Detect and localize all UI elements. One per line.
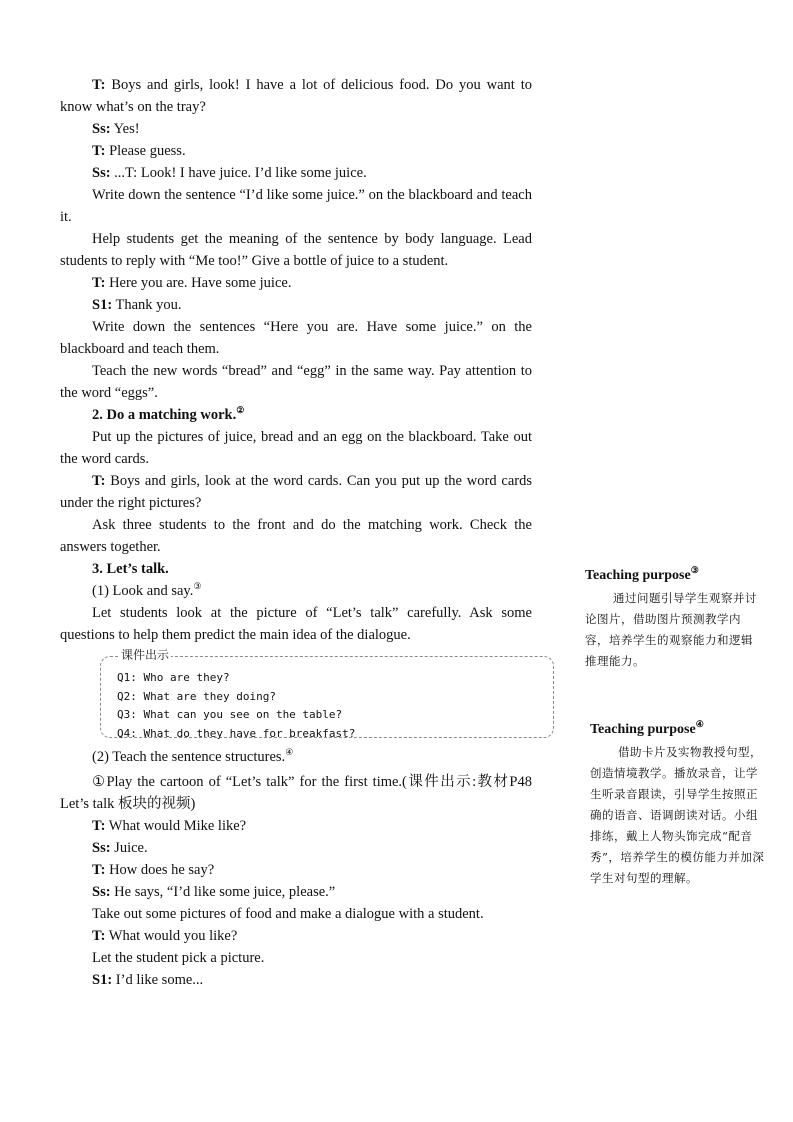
lesson-body bbox=[60, 74, 532, 991]
paragraph bbox=[60, 470, 532, 514]
paragraph bbox=[60, 881, 532, 903]
speaker-label: S1: bbox=[92, 297, 113, 313]
speaker-label: T: bbox=[92, 275, 106, 291]
paragraph bbox=[60, 746, 532, 768]
paragraph bbox=[60, 837, 532, 859]
paragraph bbox=[60, 815, 532, 837]
paragraph bbox=[60, 925, 532, 947]
footnote-mark: ④ bbox=[285, 747, 294, 757]
paragraph-text: Juice. bbox=[110, 840, 148, 856]
paragraph: Write down the sentences “Here you are. Have some juice.” on the blackboard and teach them. bbox=[60, 319, 532, 357]
paragraph: Take out some pictures of food and make a dialogue with a student. bbox=[92, 906, 484, 922]
speaker-label: T: bbox=[92, 143, 106, 159]
paragraph: Put up the pictures of juice, bread and an egg on the blackboard. Take out the word cards. bbox=[60, 429, 532, 467]
paragraph: Help students get the meaning of the sentence by body language. Lead students to reply with “Me too!” Give a bottle of juice to a student. bbox=[60, 231, 532, 269]
paragraph: Write down the sentence “I’d like some juice.” on the blackboard and teach it. bbox=[60, 187, 532, 225]
paragraph-text: What would you like? bbox=[105, 928, 238, 944]
paragraph-text: Boys and girls, look at the word cards. Can you put up the word cards under the right pictures? bbox=[60, 473, 532, 511]
footnote-mark: ② bbox=[236, 405, 245, 415]
paragraph-text: He says, “I’d like some juice, please.” bbox=[110, 884, 336, 900]
question-item: Q3: What can you see on the table? bbox=[117, 708, 343, 721]
paragraph bbox=[60, 859, 532, 881]
paragraph-text: Thank you. bbox=[112, 297, 182, 313]
footnote-mark: ④ bbox=[695, 719, 704, 729]
section-heading: 3. Let’s talk. bbox=[92, 561, 169, 577]
speaker-label: Ss: bbox=[92, 884, 111, 900]
paragraph bbox=[60, 969, 532, 991]
speaker-label: T: bbox=[92, 473, 106, 489]
speaker-label: T: bbox=[92, 928, 106, 944]
speaker-label: Ss: bbox=[92, 121, 111, 137]
speaker-label: T: bbox=[92, 818, 106, 834]
paragraph: Let students look at the picture of “Let’s talk” carefully. Ask some questions to help them predict the main idea of the dialogue. bbox=[60, 605, 532, 643]
paragraph bbox=[60, 272, 532, 294]
courseware-box-title: 课件出示 bbox=[121, 648, 170, 662]
speaker-label: T: bbox=[92, 77, 106, 93]
paragraph bbox=[60, 580, 532, 602]
paragraph: Let the student pick a picture. bbox=[92, 950, 265, 966]
paragraph bbox=[60, 118, 532, 140]
paragraph-text: (1) Look and say. bbox=[92, 583, 194, 599]
paragraph bbox=[60, 294, 532, 316]
paragraph-text: I’d like some... bbox=[112, 972, 204, 988]
paragraph-text: How does he say? bbox=[105, 862, 215, 878]
teaching-purpose-note bbox=[590, 720, 766, 889]
note-title-text: Teaching purpose bbox=[585, 568, 691, 583]
paragraph bbox=[60, 74, 532, 118]
courseware-box bbox=[100, 648, 554, 740]
paragraph-text: Boys and girls, look! I have a lot of delicious food. Do you want to know what’s on the tray? bbox=[60, 77, 532, 115]
paragraph-text: What would Mike like? bbox=[105, 818, 247, 834]
paragraph bbox=[60, 162, 532, 184]
note-text: 通过问题引导学生观察并讨论图片，借助图片预测教学内容，培养学生的观察能力和逻辑推理能力。 bbox=[585, 591, 757, 668]
paragraph-text: Here you are. Have some juice. bbox=[105, 275, 292, 291]
section-heading bbox=[60, 404, 532, 426]
footnote-mark: ③ bbox=[690, 565, 699, 575]
paragraph: Ask three students to the front and do the matching work. Check the answers together. bbox=[60, 517, 532, 555]
speaker-label: T: bbox=[92, 862, 106, 878]
speaker-label: Ss: bbox=[92, 840, 111, 856]
teaching-purpose-note bbox=[585, 566, 761, 672]
note-title bbox=[585, 566, 761, 586]
paragraph bbox=[60, 140, 532, 162]
question-item: Q1: Who are they? bbox=[117, 671, 230, 684]
footnote-mark: ③ bbox=[193, 581, 202, 591]
note-text: 借助卡片及实物教授句型，创造情境教学。播放录音，让学生听录音跟读，引导学生按照正确的语音、语调朗读对话。小组排练，戴上人物头饰完成“配音秀”，培养学生的模仿能力并加深学生对句型的理解。 bbox=[590, 745, 765, 885]
note-title bbox=[590, 720, 766, 740]
paragraph-text: (2) Teach the sentence structures. bbox=[92, 749, 286, 765]
paragraph-text: Please guess. bbox=[105, 143, 186, 159]
heading-text: 2. Do a matching work. bbox=[92, 407, 237, 423]
speaker-label: Ss: bbox=[92, 165, 111, 181]
paragraph-text: Yes! bbox=[110, 121, 140, 137]
question-item: Q4: What do they have for breakfast? bbox=[117, 726, 356, 740]
paragraph-text: ...T: Look! I have juice. I’d like some juice. bbox=[110, 165, 367, 181]
note-title-text: Teaching purpose bbox=[590, 722, 696, 737]
paragraph: Teach the new words “bread” and “egg” in the same way. Pay attention to the word “eggs”. bbox=[60, 363, 532, 401]
question-item: Q2: What are they doing? bbox=[117, 689, 276, 703]
paragraph: ①Play the cartoon of “Let’s talk” for the first time.(课件出示:教材P48 Let’s talk 板块的视频) bbox=[60, 774, 532, 812]
speaker-label: S1: bbox=[92, 972, 113, 988]
question-list bbox=[117, 669, 355, 743]
